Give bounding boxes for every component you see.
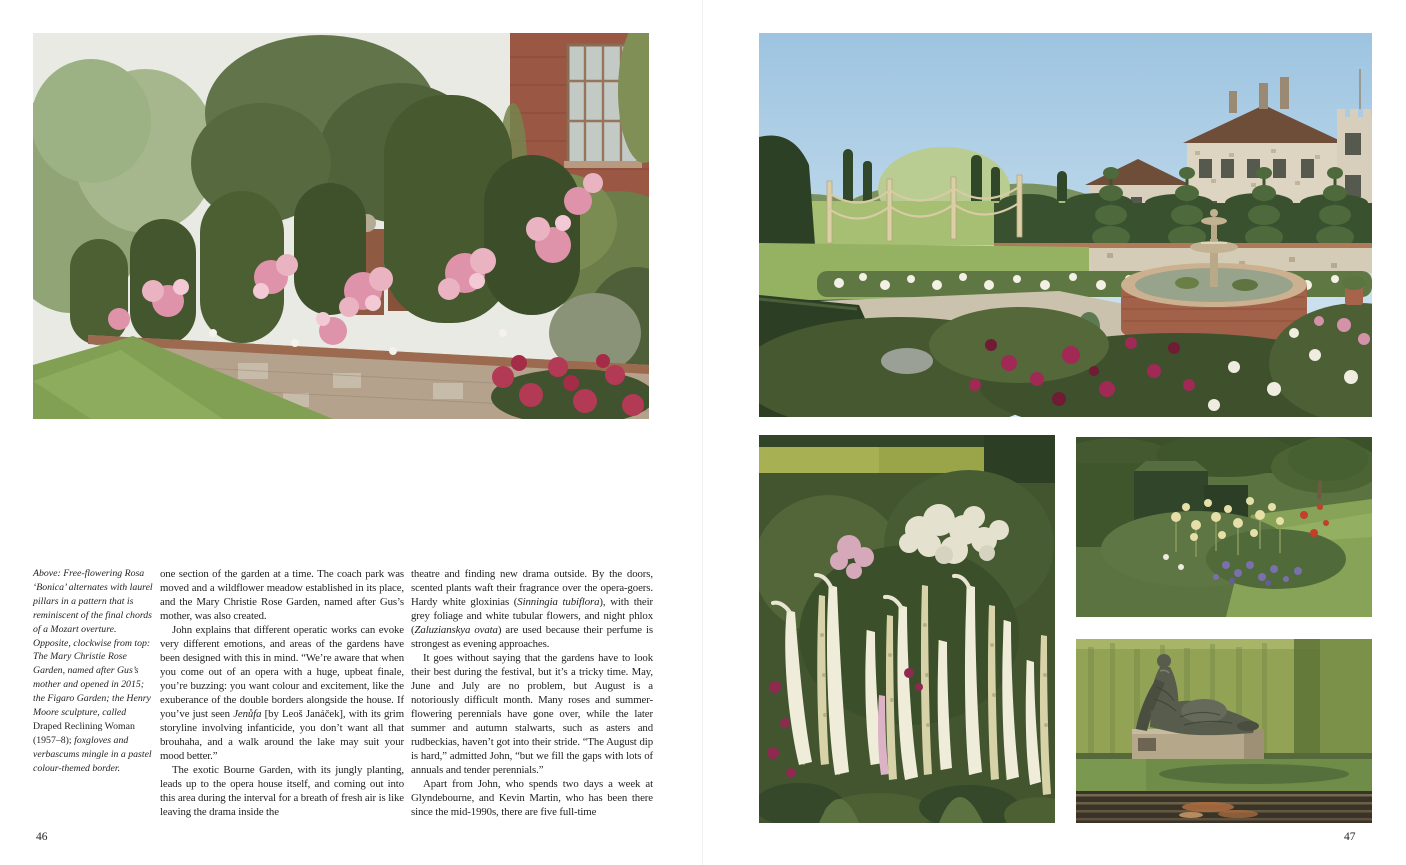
- body-column-2: [411, 567, 653, 819]
- page-gutter: [702, 0, 703, 865]
- rose-garden-illustration: [759, 33, 1372, 417]
- photo-foxglove-border: [759, 435, 1055, 823]
- paragraph: one section of the garden at a time. The coach park was moved and a wildflower meadow established in its place, and the Mary Christie Rose Garden, named after Gus’s mother, was also created.: [160, 568, 404, 622]
- photo-caption: [33, 567, 155, 776]
- foxglove-illustration: [759, 435, 1055, 823]
- photo-figaro-garden-border: [1076, 437, 1372, 617]
- paragraph: The exotic Bourne Garden, with its jungly planting, leads up to the opera house itself, and coming out into this area during the interval for a breath of fresh air is like leaving the drama inside the: [160, 764, 404, 818]
- caption-artwork-title: Draped Reclining Woman (1957–8);: [33, 720, 135, 746]
- photo-henry-moore-sculpture: [1076, 639, 1372, 823]
- caption-lead: Above: Free-flowering Rosa ‘Bonica’ alternates with laurel pillars in a pattern that is reminiscent of the final chords of a Mozart overture. Opposite, clockwise from top: The Mary Christie Rose Garden, named after Gus’s mother and opened in 2015; the Figaro Garden; the Henry Moore sculpture, called: [33, 568, 153, 719]
- paragraph: theatre and finding new drama outside. By the doors, scented plants waft their fragrance over the opera-goers. Hardy white gloxinias (Sinningia tubiflora), with their grey foliage and white tubular flowers, and night phlox (Zaluzianskya ovata) are used because their perfume is strongest as evening approaches.: [411, 568, 654, 650]
- hedge-shadow-column: [1294, 639, 1320, 761]
- photo-mary-christie-rose-garden: [759, 33, 1372, 417]
- rose-wall-illustration: [33, 33, 649, 419]
- photo-rose-wall: [33, 33, 649, 419]
- paragraph: It goes without saying that the gardens have to look their best during the festival, but it’s a tricky time. May, June and July are no problem, but August is a notoriously difficult month. Many roses and summer-flowering perennials have gone over, while the later summer and autumn stalwarts, such as asters and rudbeckias, haven’t got into their stride. “The August dip is hard,” admitted John, “but we fill the gaps with lots of annuals and tender perennials.”: [411, 652, 653, 776]
- botanical-name: Sinningia tubiflora: [517, 596, 600, 608]
- plinth-plaque: [1138, 738, 1156, 751]
- page-number-right: 47: [1344, 831, 1356, 843]
- sculpture-illustration: [1076, 639, 1372, 823]
- paragraph: Apart from John, who spends two days a week at Glyndebourne, and Kevin Martin, who has been there since the mid-1990s, there are five full-time: [411, 778, 653, 818]
- botanical-name: Zaluzianskya ovata: [414, 624, 498, 636]
- page-number-left: 46: [36, 831, 48, 843]
- opera-title: Jenůfa: [233, 708, 262, 720]
- caption-tail: foxgloves and verbascums mingle in a pastel colour-themed border.: [33, 734, 152, 774]
- body-column-1: [160, 567, 404, 819]
- flower-border-illustration: [1076, 437, 1372, 617]
- paragraph: John explains that different operatic works can evoke very different emotions, and areas of the gardens have been designed with this in mind. “We’re aware that when you come out of an opera with a huge, upbeat finale, you’re buzzing: you want colour and excitement, like the exuberance of the double borders alongside the house. If you’ve just seen Jenůfa [by Leoš Janáček], with its grim storyline involving infanticide, you don’t want all that brouhaha, and a walk around the lake may suit your mood better.”: [160, 624, 404, 762]
